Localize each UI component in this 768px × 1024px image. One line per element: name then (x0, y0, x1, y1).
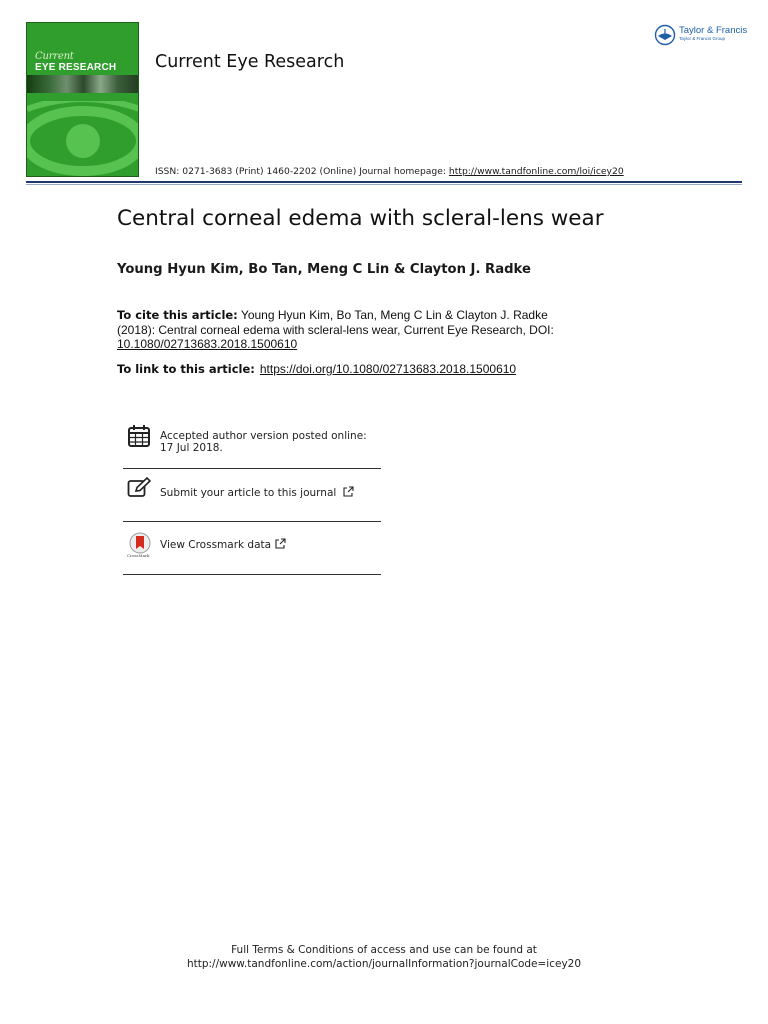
footer-terms-link[interactable]: http://www.tandfonline.com/action/journalInformation?journalCode=icey20 (186, 958, 582, 970)
citation-label: To cite this article: (117, 308, 238, 322)
crossmark-link[interactable] (160, 538, 286, 551)
eye-icon (27, 101, 139, 177)
external-link-icon (275, 538, 286, 549)
article-authors: Young Hyun Kim, Bo Tan, Meng C Lin & Clayton J. Radke (117, 262, 531, 277)
header-rule-thin (26, 184, 742, 185)
publisher-logo (654, 23, 746, 47)
publisher-group: Taylor & Francis Group (679, 36, 726, 41)
info-divider (123, 574, 381, 575)
info-divider (123, 468, 381, 469)
edit-icon (127, 477, 151, 499)
accepted-version-text: Accepted author version posted online: 17 Jul 2018. (160, 430, 367, 454)
crossmark-logo-text: CrossMark (127, 553, 150, 558)
article-link-line (117, 362, 516, 376)
crossmark-row[interactable] (123, 530, 381, 566)
article-doi-link[interactable]: https://doi.org/10.1080/02713683.2018.1500610 (259, 362, 517, 376)
issn-line (155, 166, 624, 177)
link-label: To link to this article: (117, 362, 255, 376)
cover-image-strip (27, 75, 139, 93)
cover-eye-research-text: EYE RESEARCH (35, 62, 117, 73)
calendar-icon (127, 424, 151, 448)
info-divider (123, 521, 381, 522)
issn-text: ISSN: 0271-3683 (Print) 1460-2202 (Online) Journal homepage: (155, 166, 449, 177)
citation-doi-link[interactable]: 10.1080/02713683.2018.1500610 (117, 337, 298, 351)
submit-article-link[interactable] (160, 486, 354, 499)
journal-homepage-link[interactable]: http://www.tandfonline.com/loi/icey20 (448, 166, 624, 177)
footer (0, 943, 768, 971)
journal-cover (26, 22, 139, 177)
publisher-name: Taylor & Francis (679, 25, 748, 36)
citation-text: Young Hyun Kim, Bo Tan, Meng C Lin & Clayton J. Radke (2018): Central corneal edema with scleral-lens wear, Current Eye Research, DOI: (117, 308, 554, 337)
cover-current-text: Current (35, 51, 74, 62)
citation-block (117, 308, 577, 352)
journal-title: Current Eye Research (155, 52, 345, 72)
crossmark-text: View Crossmark data (160, 539, 272, 551)
taylor-francis-logo-icon (654, 24, 676, 46)
submit-article-row[interactable] (123, 477, 381, 513)
header-rule (26, 181, 742, 183)
submit-article-text: Submit your article to this journal (160, 487, 337, 499)
accepted-version-row (123, 424, 381, 460)
external-link-icon (343, 486, 354, 497)
footer-terms-text: Full Terms & Conditions of access and use can be found at (231, 944, 537, 956)
article-title: Central corneal edema with scleral-lens wear (117, 206, 604, 231)
